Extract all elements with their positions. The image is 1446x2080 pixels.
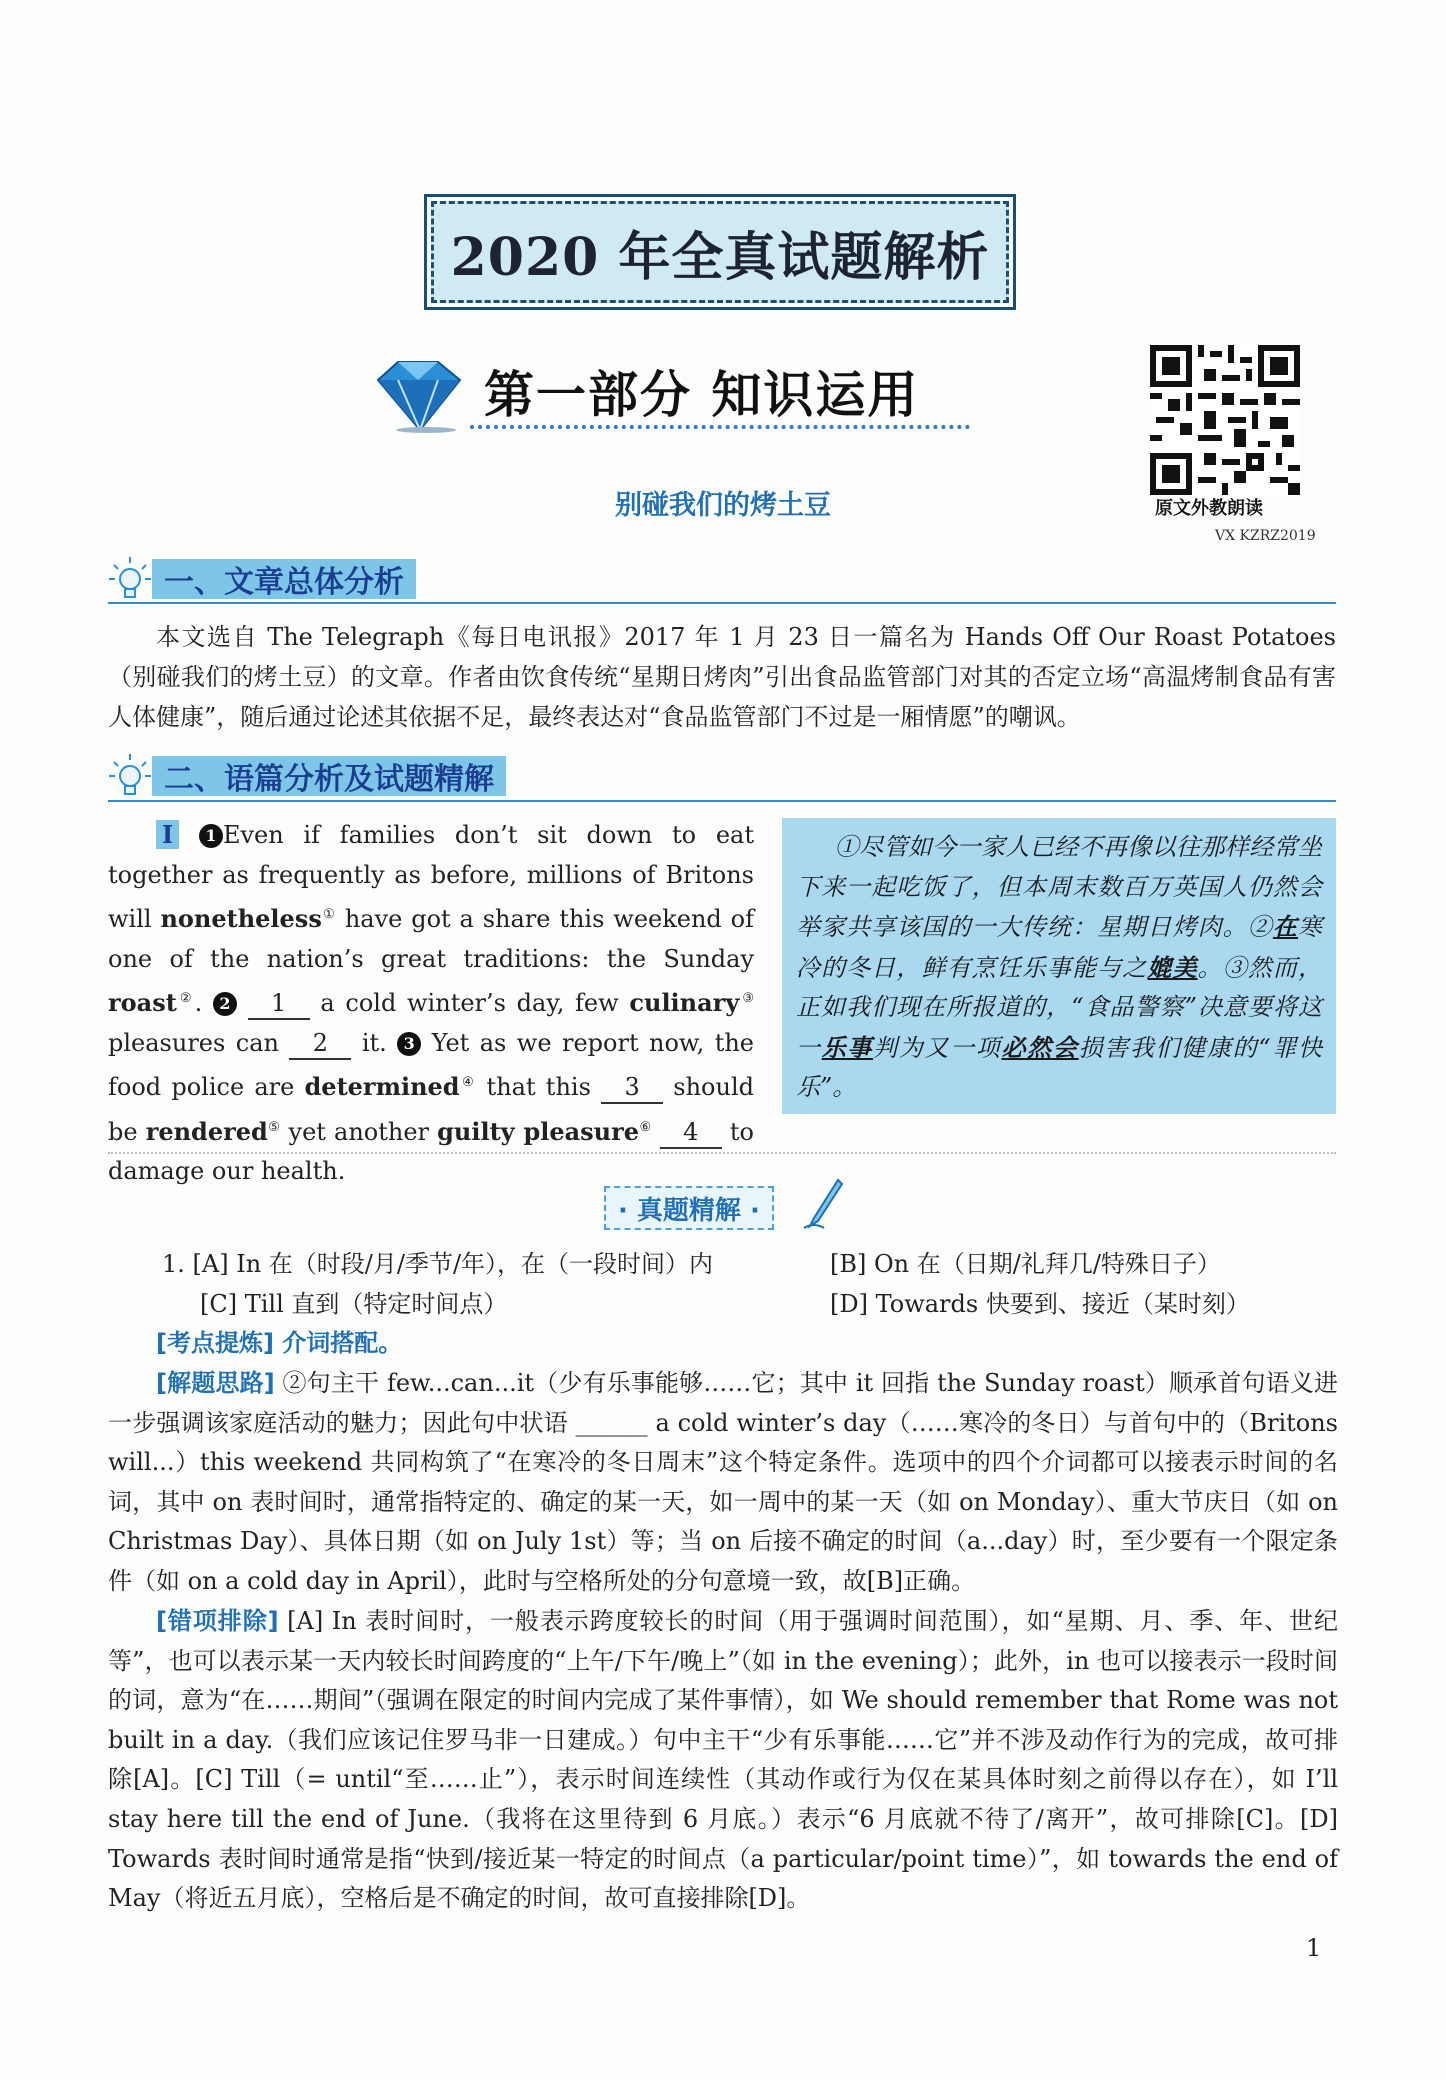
diamond-icon — [368, 358, 468, 434]
passage-span: have got a share this weekend of one of the nation’s great traditions: the Sunday — [108, 905, 754, 973]
vocab-marker: ⑤ — [267, 1119, 281, 1135]
vocab-marker: ③ — [739, 991, 754, 1006]
translation-span: 。③然而，正如我们现在所报道的，“食品警察”决意要将这一 — [796, 953, 1323, 1062]
passage-span: it. — [351, 1028, 398, 1057]
kaodian-block — [108, 1324, 1338, 1364]
wechat-id: VX KZRZ2019 — [1215, 528, 1316, 544]
qr-code-image[interactable] — [1150, 345, 1300, 495]
blank-1[interactable]: 1 — [248, 988, 310, 1020]
question-number: 1. — [162, 1250, 185, 1278]
part-title: 第一部分 知识运用 — [484, 366, 920, 424]
sentence-number: 2 — [213, 992, 237, 1016]
dotted-divider — [108, 1152, 1336, 1154]
kaodian-tag: [考点提炼] — [156, 1329, 274, 1357]
zhenti-label: · 真题精解 · — [604, 1186, 774, 1230]
option-a-text: [A] In 在（时段/月/季节/年），在（一段时间）内 — [192, 1250, 714, 1278]
section2-rule — [108, 800, 1336, 802]
article-title: 别碰我们的烤土豆 — [615, 490, 831, 521]
vocab-marker: ② — [176, 991, 195, 1006]
cuoxiang-tag: [错项排除] — [156, 1607, 279, 1635]
vocab-word: guilty pleasure — [437, 1116, 640, 1146]
translation-span: 寒冷的冬日，鲜有烹饪乐事能与之 — [796, 913, 1323, 982]
jieti-text: ②句主干 few...can...it（少有乐事能够……它；其中 it 回指 the Sunday roast）顺承首句语义进一步强调该家庭活动的魅力；因此句中状语 ______ a cold winter’s day（……寒冷的冬日）与首句中的（Britons will...）this weekend 共同构筑了“在寒冷的冬日周末”这个特定条件。选项中的四个介词都可以接表示时间的名词，其中 on 表时间时，通常指特定的、确定的某一天，如一周中的某一天（如 on Monday）、重大节庆日（如 on Christmas Day）、具体日期（如 on July 1st）等；当 on 后接不确定的时间（a...day）时，至少要有一个限定条件（如 on a cold day in April），此时与空格所处的分句意境一致，故[B]正确。 — [108, 1369, 1338, 1595]
vocab-word: culinary — [629, 988, 740, 1017]
qr-label: 原文外教朗读 — [1155, 498, 1263, 519]
translation-span: ①尽管如今一家人已经不再像以往那样经常坐下来一起吃饭了，但本周末数百万英国人仍然会举家共享该国的一大传统：星期日烤肉。② — [796, 833, 1322, 941]
passage-span: should be — [108, 1073, 754, 1146]
page-title: 2020 年全真试题解析 — [450, 226, 990, 288]
page-number: 1 — [1306, 1934, 1322, 1962]
passage-span: that this — [476, 1073, 602, 1101]
question-option-c[interactable]: [C] Till 直到（特定时间点） — [200, 1290, 508, 1318]
passage-span: to damage our health. — [108, 1117, 754, 1185]
vocab-word: determined — [304, 1072, 460, 1101]
translation-span: 判为又一项 — [873, 1033, 1002, 1062]
vocab-marker: ① — [321, 907, 336, 922]
sentence-number: 3 — [397, 1032, 421, 1056]
vocab-marker: ⑥ — [639, 1119, 652, 1135]
vocab-marker: ④ — [459, 1075, 477, 1090]
vocab-word: nonetheless — [160, 904, 322, 933]
passage-span: pleasures can — [108, 1028, 290, 1057]
translation-keyword: 必然会 — [1001, 1032, 1079, 1062]
sentence-number: 1 — [199, 824, 223, 848]
blank-2[interactable]: 2 — [289, 1028, 351, 1060]
section1-title: 一、文章总体分析 — [152, 559, 416, 599]
vocab-word: rendered — [145, 1116, 268, 1146]
question-option-b[interactable]: [B] On 在（日期/礼拜几/特殊日子） — [830, 1250, 1221, 1278]
passage-span: yet another — [280, 1117, 438, 1146]
blank-4[interactable]: 4 — [660, 1117, 722, 1149]
pen-icon — [800, 1176, 844, 1232]
passage-span: Even if families don’t sit down to eat together as frequently as before, millions of Britons will — [108, 821, 754, 933]
cuoxiang-text: [A] In 表时间时，一般表示跨度较长的时间（用于强调时间范围），如“星期、月、季、年、世纪等”，也可以表示某一天内较长时间跨度的“上午/下午/晚上”（如 in the evening）；此外，in 也可以接表示一段时间的词，意为“在……期间”（强调在限定的时间内完成了某件事情），如 We should remember that Rome was not built in a day.（我们应该记住罗马非一日建成。）句中主干“少有乐事能……它”并不涉及动作行为的完成，故可排除[A]。[C] Till（= until“至……止”），表示时间连续性（其动作或行为仅在某具体时刻之前得以存在），如 I’ll stay here till the end of June.（我将在这里待到 6 月底。）表示“6 月底就不待了/离开”，故可排除[C]。[D] Towards 表时间时通常是指“快到/接近某一特定的时间点（a particular/point time）”，如 towards the end of May（将近五月底），空格后是不确定的时间，故可直接排除[D]。 — [108, 1607, 1338, 1913]
section1-body — [108, 617, 1336, 737]
paragraph-number: I — [156, 820, 179, 849]
vocab-word: roast — [108, 988, 177, 1017]
jieti-block — [108, 1364, 1338, 1602]
question-option-a[interactable] — [162, 1244, 713, 1284]
passage-span — [652, 1118, 660, 1146]
title-banner — [431, 201, 1009, 303]
translation-box — [782, 818, 1336, 1114]
translation-span: 损害我们健康的“罪快乐”。 — [796, 1033, 1323, 1101]
translation-keyword: 在 — [1272, 912, 1299, 941]
passage-span: a cold winter’s day, few — [309, 989, 630, 1017]
cuoxiang-block — [108, 1602, 1338, 1919]
lightbulb-icon — [108, 752, 152, 802]
jieti-tag: [解题思路] — [156, 1369, 275, 1397]
passage-text — [108, 815, 754, 1192]
translation-keyword: 媲美 — [1147, 952, 1198, 982]
passage-span: . — [194, 989, 213, 1017]
summary-text: 本文选自 The Telegraph《每日电讯报》2017 年 1 月 23 日一篇名为 Hands Off Our Roast Potatoes（别碰我们的烤土豆）的文章。作者由饮食传统“星期日烤肉”引出食品监管部门对其的否定立场“高温烤制食品有害人体健康”，随后通过论述其依据不足，最终表达对“食品监管部门不过是一厢情愿”的嘲讽。 — [108, 623, 1336, 731]
blank-3[interactable]: 3 — [601, 1072, 663, 1104]
lightbulb-icon — [108, 555, 152, 605]
translation-keyword: 乐事 — [821, 1032, 874, 1062]
passage-span: Yet as we report now, the food police are — [108, 1028, 755, 1101]
question-option-d[interactable]: [D] Towards 快要到、接近（某时刻） — [830, 1290, 1250, 1318]
kaodian-text: 介词搭配。 — [273, 1329, 403, 1357]
section1-rule — [108, 602, 1336, 604]
section2-title: 二、语篇分析及试题精解 — [152, 756, 506, 796]
part-title-rule — [470, 425, 970, 429]
